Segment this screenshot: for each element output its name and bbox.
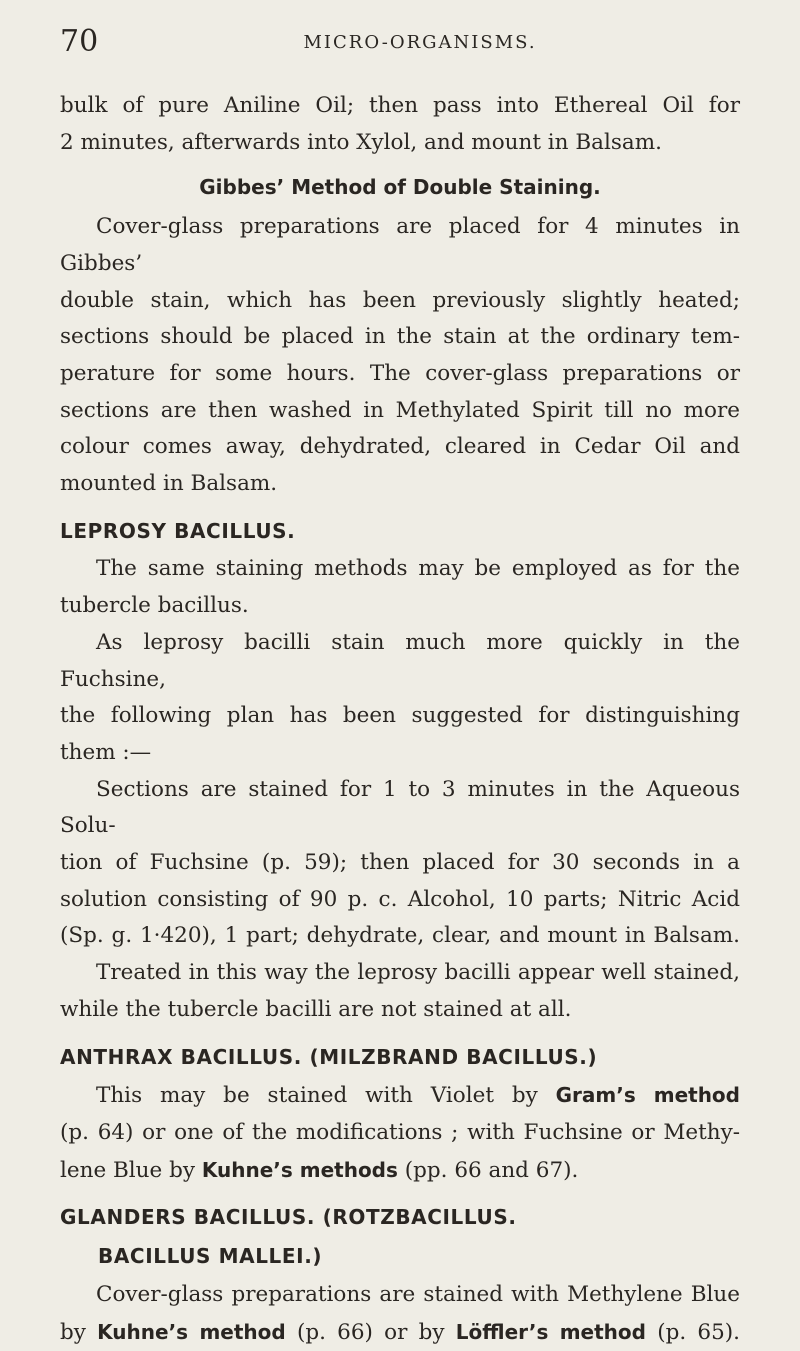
text-line: The same staining methods may be employed as for the xyxy=(60,551,740,588)
text-line: bulk of pure Aniline Oil; then pass into Ethereal Oil for xyxy=(60,88,740,125)
text-run: lene Blue by xyxy=(60,1158,202,1183)
text-line: solution consisting of 90 p. c. Alcohol, 10 parts; Nitric Acid xyxy=(60,882,740,919)
section-heading-anthrax: ANTHRAX BACILLUS. (MILZBRAND BACILLUS.) xyxy=(60,1039,740,1076)
intro-paragraph xyxy=(60,88,740,161)
leprosy-paragraph-1 xyxy=(60,551,740,624)
text-line: Treated in this way the leprosy bacilli appear well stained, xyxy=(60,955,740,992)
text-line: 2 minutes, afterwards into Xylol, and mount in Balsam. xyxy=(60,125,740,162)
gibbes-heading-block xyxy=(60,169,740,207)
text-run: by xyxy=(60,1320,97,1345)
leprosy-paragraph-2 xyxy=(60,625,740,772)
method-reference: Kuhne’s method xyxy=(97,1320,286,1344)
text-line xyxy=(60,1314,740,1351)
text-line: colour comes away, dehydrated, cleared in Cedar Oil and xyxy=(60,429,740,466)
text-line: (p. 64) or one of the modifications ; with Fuchsine or Methy- xyxy=(60,1115,740,1152)
text-line: sections are then washed in Methylated Spirit till no more xyxy=(60,393,740,430)
text-run: (pp. 66 and 67). xyxy=(398,1158,578,1183)
text-line: while the tubercle bacilli are not stained at all. xyxy=(60,992,740,1029)
text-line: perature for some hours. The cover-glass preparations or xyxy=(60,356,740,393)
text-line: double stain, which has been previously slightly heated; xyxy=(60,283,740,320)
text-run: This may be stained with Violet by xyxy=(96,1083,556,1108)
gibbes-paragraph xyxy=(60,209,740,503)
leprosy-paragraph-4 xyxy=(60,955,740,1028)
text-line xyxy=(60,1077,740,1115)
glanders-paragraph xyxy=(60,1277,740,1351)
text-line: Cover-glass preparations are stained with Methylene Blue xyxy=(60,1277,740,1314)
section-heading-leprosy: LEPROSY BACILLUS. xyxy=(60,513,740,550)
method-reference: Gram’s method xyxy=(556,1083,740,1107)
text-line xyxy=(60,1152,740,1190)
running-head: MICRO-ORGANISMS. xyxy=(60,28,740,58)
section-heading-gibbes: Gibbes’ Method of Double Staining. xyxy=(199,175,600,199)
anthrax-paragraph xyxy=(60,1077,740,1189)
section-heading-glanders-continued: BACILLUS MALLEI.) xyxy=(60,1238,740,1275)
text-line: tion of Fuchsine (p. 59); then placed for 30 seconds in a xyxy=(60,845,740,882)
text-run: (p. 66) or by xyxy=(286,1320,456,1345)
page-header xyxy=(60,22,740,62)
text-line: sections should be placed in the stain at the ordinary tem- xyxy=(60,319,740,356)
text-line: the following plan has been suggested for distinguishing xyxy=(60,698,740,735)
text-run: (p. 65). xyxy=(646,1320,740,1345)
text-line: Sections are stained for 1 to 3 minutes in the Aqueous Solu- xyxy=(60,772,740,845)
section-heading-glanders: GLANDERS BACILLUS. (ROTZBACILLUS. xyxy=(60,1199,740,1236)
method-reference: Löffler’s method xyxy=(456,1320,646,1344)
text-line: (Sp. g. 1·420), 1 part; dehydrate, clear, and mount in Balsam. xyxy=(60,918,740,955)
method-reference: Kuhne’s methods xyxy=(202,1158,398,1182)
text-line: them :— xyxy=(60,735,740,772)
text-line: mounted in Balsam. xyxy=(60,466,740,503)
text-line: tubercle bacillus. xyxy=(60,588,740,625)
text-line: As leprosy bacilli stain much more quickly in the Fuchsine, xyxy=(60,625,740,698)
leprosy-paragraph-3 xyxy=(60,772,740,956)
page-number: 70 xyxy=(60,22,98,62)
page-body xyxy=(60,88,740,1351)
text-line: Cover-glass preparations are placed for 4 minutes in Gibbes’ xyxy=(60,209,740,282)
